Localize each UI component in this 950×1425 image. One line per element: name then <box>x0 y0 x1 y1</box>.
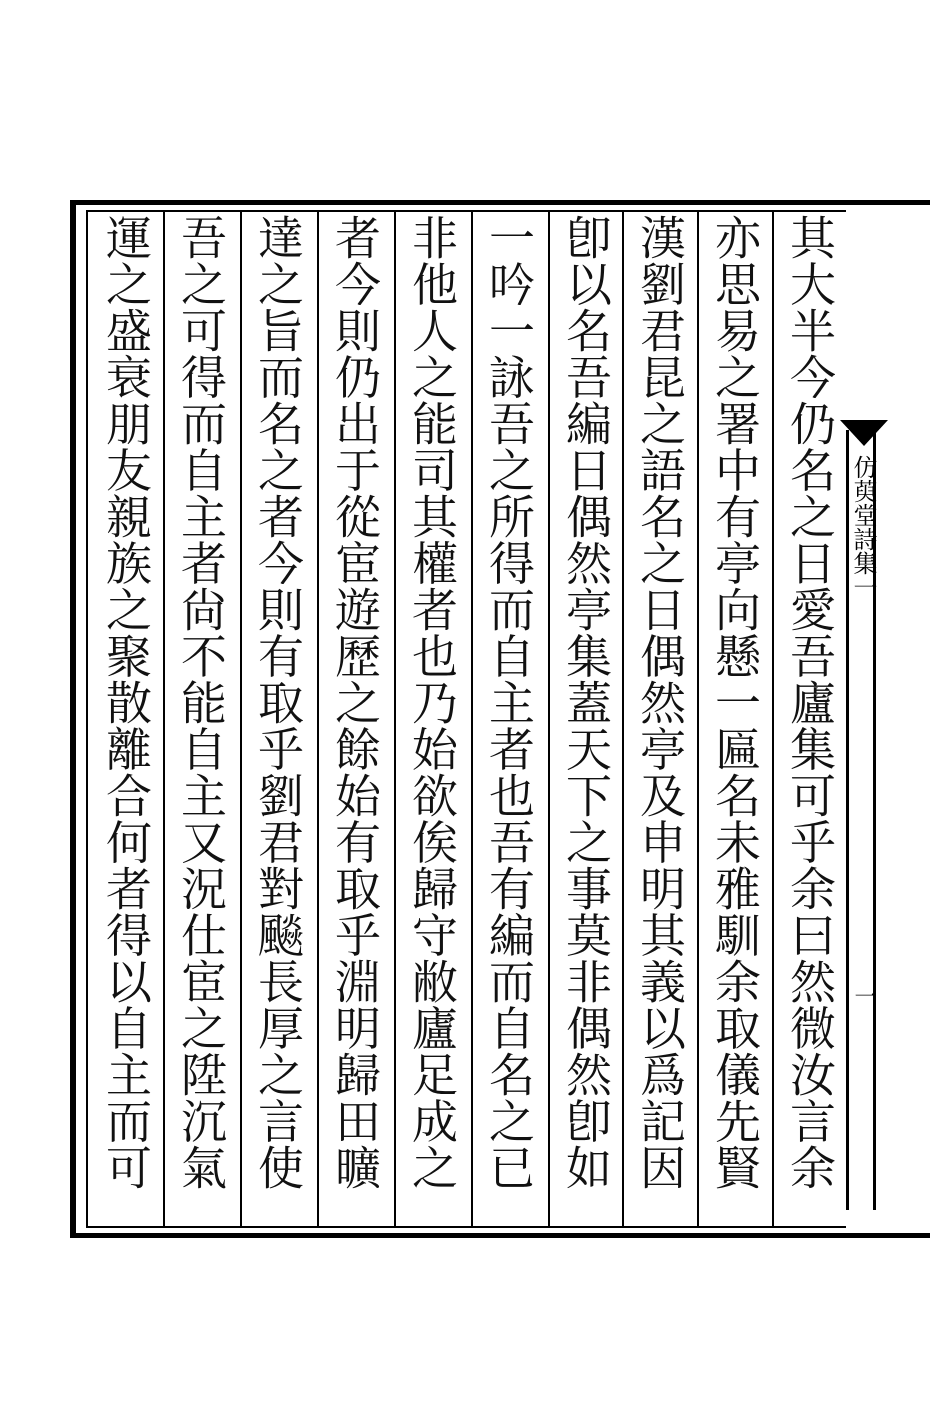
text-column-2: 亦思易之署中有亭向懸一匾名未雅馴余取儀先賢 <box>708 214 762 1191</box>
margin-title: 仿萸堂詩集一 <box>849 455 877 599</box>
text-column-1: 其大半今仍名之日愛吾廬集可乎余曰然微汝言余 <box>783 214 837 1191</box>
text-column-6: 非他人之能司其權者也乃始欲俟歸守敝廬足成之 <box>405 214 459 1191</box>
text-column-8: 達之旨而名之者今則有取乎劉君對飈長厚之言使 <box>251 214 305 1191</box>
fishtail-mark <box>840 420 888 446</box>
text-column-10: 運之盛衰朋友親族之聚散離合何者得以自主而可 <box>99 214 153 1191</box>
text-column-3: 漢劉君昆之語名之日偶然亭及申明其義以爲記因 <box>633 214 687 1191</box>
text-column-5: 一吟一詠吾之所得而自主者也吾有編而自名之已 <box>482 214 536 1191</box>
text-column-7: 者今則仍出于從宦遊歷之餘始有取乎淵明歸田曠 <box>328 214 382 1191</box>
margin-page-number: 一 <box>851 985 876 1007</box>
text-column-9: 吾之可得而自主者尙不能自主又況仕宦之陞沉氣 <box>174 214 228 1191</box>
text-column-4: 卽以名吾編日偶然亭集蓋天下之事莫非偶然卽如 <box>559 214 613 1191</box>
